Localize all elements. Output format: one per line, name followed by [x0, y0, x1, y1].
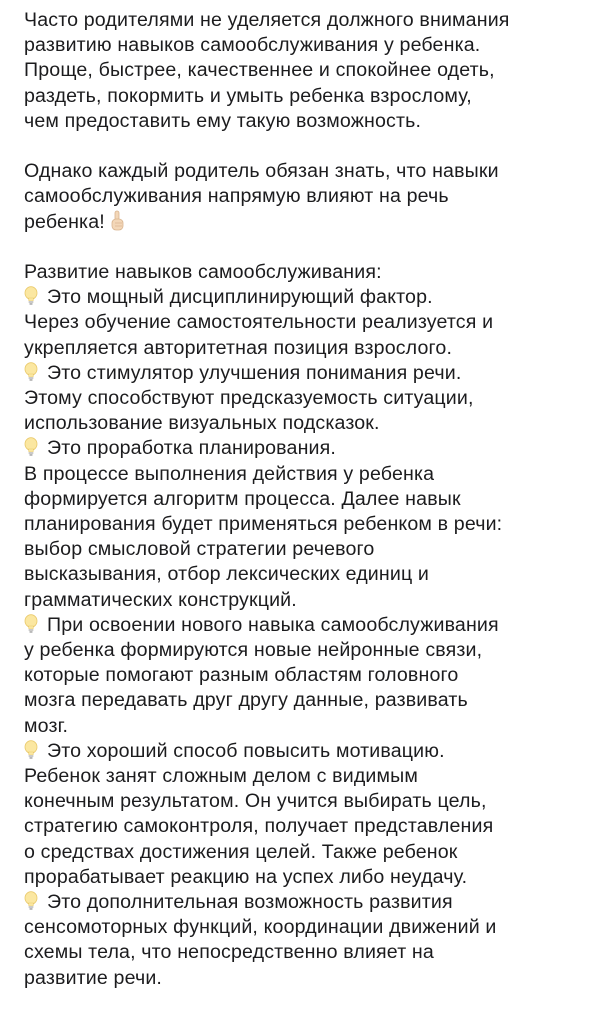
benefit-item	[24, 361, 584, 437]
benefit-text-line: прорабатывает реакцию на успех либо неудачу.	[24, 865, 468, 888]
benefit-title: Это стимулятор улучшения понимания речи.	[47, 361, 462, 384]
light-bulb-icon	[24, 437, 38, 457]
benefit-text-line: схемы тела, что непосредственно влияет на	[24, 941, 434, 964]
section-heading: Развитие навыков самообслуживания:	[24, 261, 382, 283]
benefit-title-line	[24, 890, 584, 915]
benefit-text-line: конечным результатом. Он учится выбирать цель,	[24, 790, 487, 813]
benefit-item	[24, 890, 584, 991]
text-line: Однако каждый родитель обязан знать, что навыки	[24, 160, 499, 183]
benefit-text-line: укрепляется авторитетная позиция взрослого.	[24, 336, 453, 359]
benefit-title: При освоении нового навыка самообслуживания	[47, 613, 499, 636]
benefit-text-line: Этому способствуют предсказуемость ситуации,	[24, 387, 474, 410]
light-bulb-icon	[24, 614, 38, 634]
intro-paragraph	[24, 8, 584, 134]
text-line: Проще, быстрее, качественнее и спокойнее одеть,	[24, 59, 495, 82]
paragraph-gap	[24, 134, 584, 159]
notice-paragraph	[24, 159, 584, 235]
benefit-item	[24, 739, 584, 890]
paragraph-gap	[24, 235, 584, 260]
text-line: Часто родителями не уделяется должного внимания	[24, 9, 510, 31]
benefit-text-line: сенсомоторных функций, координации движений и	[24, 916, 497, 939]
pointing-up-hand-icon	[109, 210, 125, 232]
benefit-item	[24, 613, 584, 739]
text-line: чем предоставить ему такую возможность.	[24, 109, 422, 132]
benefit-text-line: выбор смысловой стратегии речевого	[24, 538, 375, 561]
benefit-title: Это мощный дисциплинирующий фактор.	[47, 286, 433, 309]
benefits-section	[24, 260, 584, 991]
benefit-item	[24, 285, 584, 361]
light-bulb-icon	[24, 891, 38, 911]
benefit-text-line: у ребенка формируются новые нейронные связи,	[24, 639, 483, 662]
benefit-title: Это проработка планирования.	[47, 437, 336, 460]
text-line: развитию навыков самообслуживания у ребенка.	[24, 34, 481, 57]
text-line: ребенка!	[24, 210, 105, 233]
benefit-text-line: использование визуальных подсказок.	[24, 412, 380, 435]
benefit-text-line: которые помогают разным областям головного	[24, 664, 459, 687]
benefit-item	[24, 436, 584, 612]
benefit-title-line	[24, 739, 584, 764]
benefit-title: Это хороший способ повысить мотивацию.	[47, 739, 445, 762]
benefit-text-line: формируется алгоритм процесса. Далее навык	[24, 487, 461, 510]
benefit-text-line: Ребенок занят сложным делом с видимым	[24, 765, 418, 788]
benefit-title-line	[24, 285, 584, 310]
benefit-text-line: развитие речи.	[24, 966, 163, 989]
benefit-text-line: мозга передавать друг другу данные, развивать	[24, 689, 468, 712]
benefit-text-line: планирования будет применяться ребенком в речи:	[24, 513, 503, 536]
light-bulb-icon	[24, 362, 38, 382]
benefit-title-line	[24, 613, 584, 638]
benefit-text-line: стратегию самоконтроля, получает представления	[24, 815, 494, 838]
benefit-title-line	[24, 361, 584, 386]
benefits-list	[24, 285, 584, 991]
benefit-title: Это дополнительная возможность развития	[47, 891, 453, 914]
benefit-text-line: мозг.	[24, 714, 69, 737]
text-line: раздеть, покормить и умыть ребенка взрослому,	[24, 84, 472, 107]
light-bulb-icon	[24, 740, 38, 760]
light-bulb-icon	[24, 286, 38, 306]
benefit-text-line: грамматических конструкций.	[24, 588, 297, 611]
benefit-text-line: высказывания, отбор лексических единиц и	[24, 563, 430, 586]
benefit-text-line: Через обучение самостоятельности реализуется и	[24, 311, 494, 334]
benefit-title-line	[24, 436, 584, 461]
benefit-text-line: о средствах достижения целей. Также ребенок	[24, 840, 458, 863]
benefit-text-line: В процессе выполнения действия у ребенка	[24, 462, 435, 485]
text-line: самообслуживания напрямую влияют на речь	[24, 185, 449, 208]
